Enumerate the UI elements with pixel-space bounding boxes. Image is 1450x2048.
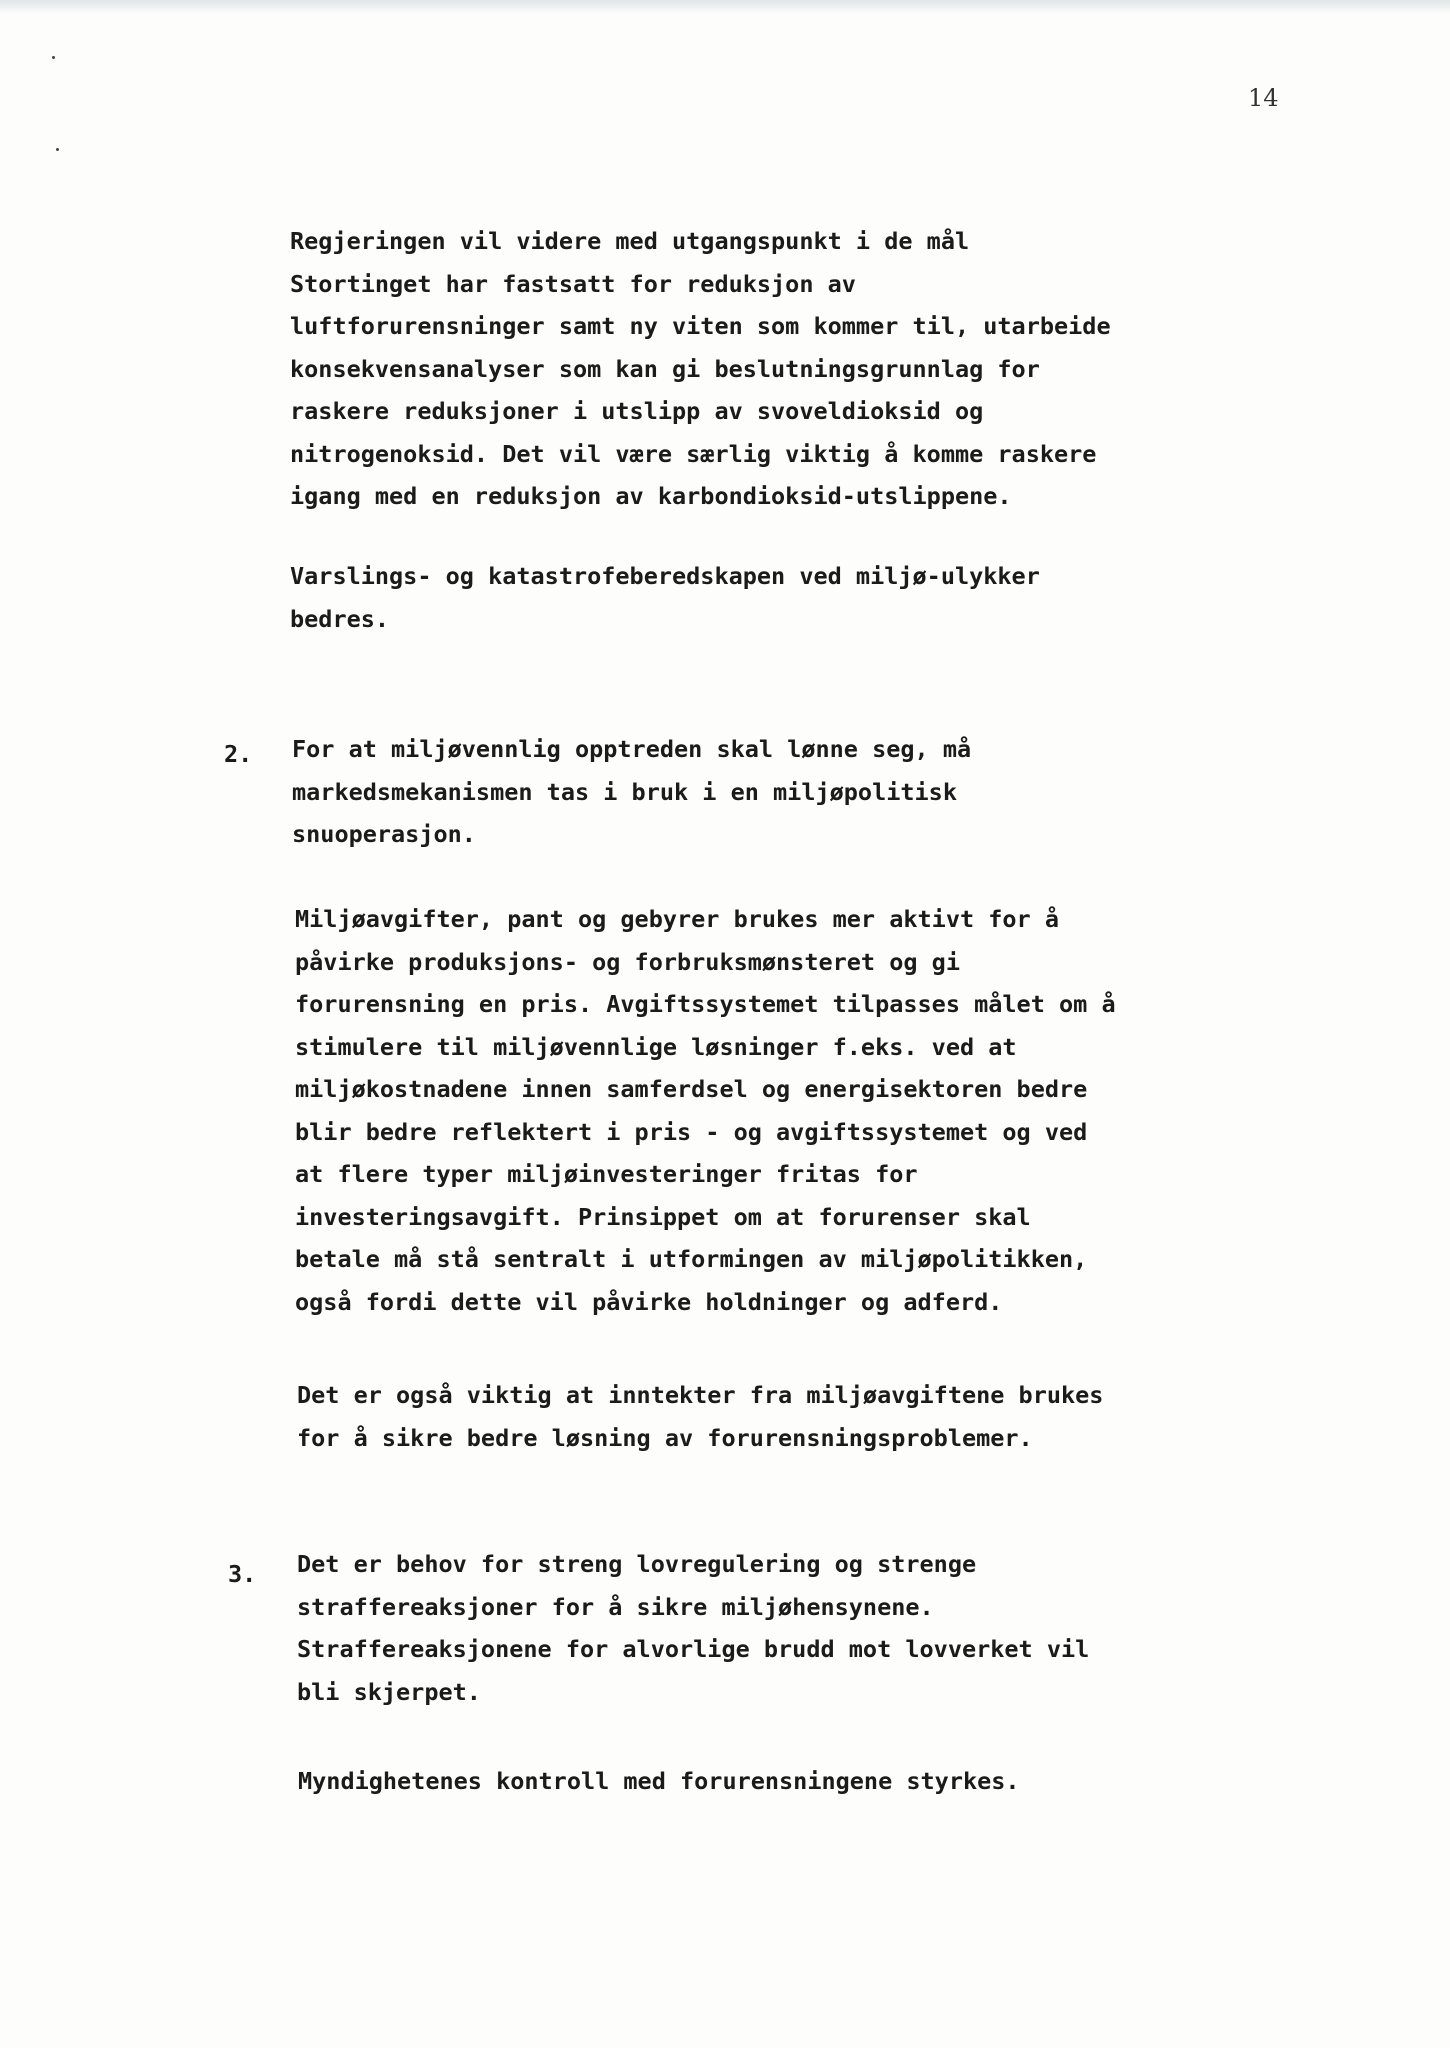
text-line: Varslings- og katastrofeberedskapen ved miljø-ulykker [290,562,1040,590]
text-line: konsekvensanalyser som kan gi beslutningsgrunnlag for [290,354,1040,383]
scan-speck [56,148,59,151]
text-line: igang med en reduksjon av karbondioksid-utslippene. [290,482,1012,510]
paragraph-emissions [290,220,1111,518]
text-line: Regjeringen vil videre med utgangspunkt i de mål [290,227,970,255]
text-line: stimulere til miljøvennlige løsninger f.eks. ved at [295,1032,1017,1061]
text-line: påvirke produksjons- og forbruksmønsteret og gi [295,947,960,976]
text-line: Myndighetenes kontroll med forurensningene styrkes. [298,1767,1020,1795]
paragraph-preparedness [290,555,1040,640]
paragraph-authority-control [298,1760,1020,1803]
text-line: også fordi dette vil påvirke holdninger og adferd. [295,1287,1003,1316]
text-line: Miljøavgifter, pant og gebyrer brukes mer aktivt for å [295,905,1060,933]
text-line: miljøkostnadene innen samferdsel og energisektoren bedre [295,1075,1088,1103]
list-item-3 [297,1543,1089,1713]
scan-edge [0,0,1450,14]
text-line: for å sikre bedre løsning av forurensningsproblemer. [297,1423,1033,1452]
text-line: bedres. [290,604,390,633]
list-number-3: 3. [228,1560,257,1588]
text-line: snuoperasjon. [292,820,476,848]
text-line: luftforurensninger samt ny viten som kommer til, utarbeide [290,312,1111,340]
text-line: investeringsavgift. Prinsippet om at forurenser skal [295,1202,1031,1231]
list-number-2: 2. [224,740,253,768]
text-line: straffereaksjoner for å sikre miljøhensynene. [297,1592,934,1621]
text-line: forurensning en pris. Avgiftssystemet tilpasses målet om å [295,990,1116,1018]
text-line: Det er også viktig at inntekter fra miljøavgiftene brukes [297,1381,1104,1409]
text-line: Det er behov for streng lovregulering og strenge [297,1550,977,1578]
text-line: markedsmekanismen tas i bruk i en miljøpolitisk [292,777,957,806]
text-line: Stortinget har fastsatt for reduksjon av [290,269,856,298]
text-line: blir bedre reflektert i pris - og avgiftssystemet og ved [295,1117,1088,1146]
page-number: 14 [1248,84,1279,112]
text-line: nitrogenoksid. Det vil være særlig viktig å komme raskere [290,439,1097,468]
paragraph-environmental-fees [295,898,1116,1323]
text-line: For at miljøvennlig opptreden skal lønne seg, må [292,735,972,763]
scan-speck [52,56,55,59]
list-item-2 [292,728,971,856]
text-line: at flere typer miljøinvesteringer fritas for [295,1160,918,1188]
paragraph-fee-revenue [297,1374,1103,1459]
text-line: bli skjerpet. [297,1677,481,1706]
text-line: betale må stå sentralt i utformingen av miljøpolitikken, [295,1245,1088,1273]
text-line: raskere reduksjoner i utslipp av svoveldioksid og [290,397,984,425]
text-line: Straffereaksjonene for alvorlige brudd mot lovverket vil [297,1635,1090,1663]
